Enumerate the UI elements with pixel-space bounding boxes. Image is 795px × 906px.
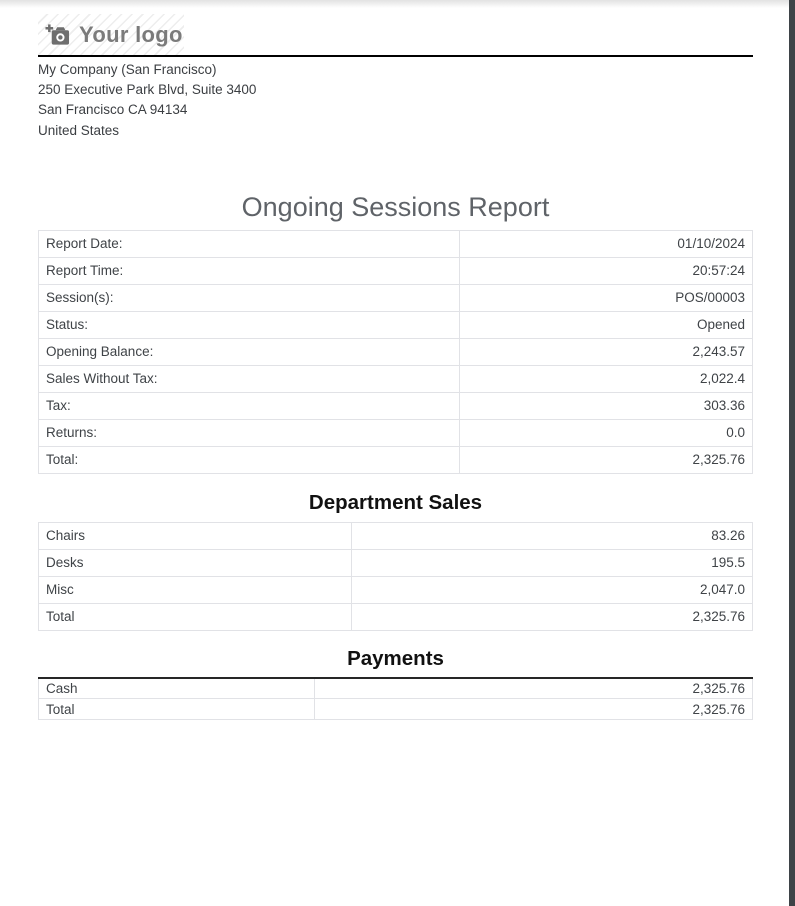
report-title: Ongoing Sessions Report xyxy=(241,191,550,222)
detail-label: Tax: xyxy=(39,392,460,419)
payments-table xyxy=(38,677,753,721)
detail-label: Opening Balance: xyxy=(39,338,460,365)
department-value: 195.5 xyxy=(351,549,752,576)
detail-value: 01/10/2024 xyxy=(460,230,753,257)
table-row xyxy=(39,230,753,257)
detail-label: Report Date: xyxy=(39,230,460,257)
table-row xyxy=(39,257,753,284)
address-line: United States xyxy=(38,122,120,138)
payment-label: Cash xyxy=(39,678,315,699)
logo-text: Your logo xyxy=(79,21,183,47)
payment-label: Total xyxy=(39,699,315,720)
detail-value: 20:57:24 xyxy=(460,257,753,284)
report-details-table xyxy=(38,230,753,474)
department-label: Chairs xyxy=(39,522,352,549)
table-row xyxy=(39,365,753,392)
table-row xyxy=(39,603,753,630)
table-row xyxy=(39,576,753,603)
detail-label: Session(s): xyxy=(39,284,460,311)
table-row xyxy=(39,678,753,699)
table-row xyxy=(39,699,753,720)
detail-label: Sales Without Tax: xyxy=(39,365,460,392)
detail-label: Returns: xyxy=(39,419,460,446)
header-divider xyxy=(38,55,753,57)
detail-value: POS/00003 xyxy=(460,284,753,311)
table-row xyxy=(39,392,753,419)
detail-value: Opened xyxy=(460,311,753,338)
address-line: San Francisco CA 94134 xyxy=(38,102,188,118)
detail-label: Status: xyxy=(39,311,460,338)
department-value: 2,325.76 xyxy=(351,603,752,630)
department-value: 2,047.0 xyxy=(351,576,752,603)
department-label: Desks xyxy=(39,549,352,576)
detail-label: Total: xyxy=(39,446,460,473)
detail-value: 2,243.57 xyxy=(460,338,753,365)
department-value: 83.26 xyxy=(351,522,752,549)
department-label: Misc xyxy=(39,576,352,603)
payment-value: 2,325.76 xyxy=(314,678,752,699)
company-name: My Company (San Francisco) xyxy=(38,62,217,77)
department-label: Total xyxy=(39,603,352,630)
detail-label: Report Time: xyxy=(39,257,460,284)
department-sales-table xyxy=(38,522,753,631)
detail-value: 2,325.76 xyxy=(460,446,753,473)
viewer-background-edge xyxy=(789,0,795,906)
table-row xyxy=(39,446,753,473)
address-line: 250 Executive Park Blvd, Suite 3400 xyxy=(38,82,257,98)
table-row xyxy=(39,338,753,365)
detail-value: 303.36 xyxy=(460,392,753,419)
detail-value: 2,022.4 xyxy=(460,365,753,392)
payment-value: 2,325.76 xyxy=(314,699,752,720)
table-row xyxy=(39,549,753,576)
table-row xyxy=(39,311,753,338)
company-address-block xyxy=(38,60,753,141)
camera-plus-icon xyxy=(45,24,70,46)
table-row xyxy=(39,284,753,311)
table-row xyxy=(39,522,753,549)
payments-heading: Payments xyxy=(347,646,444,670)
detail-value: 0.0 xyxy=(460,419,753,446)
company-logo-placeholder xyxy=(38,14,184,55)
department-sales-heading: Department Sales xyxy=(308,490,483,514)
table-row xyxy=(39,419,753,446)
